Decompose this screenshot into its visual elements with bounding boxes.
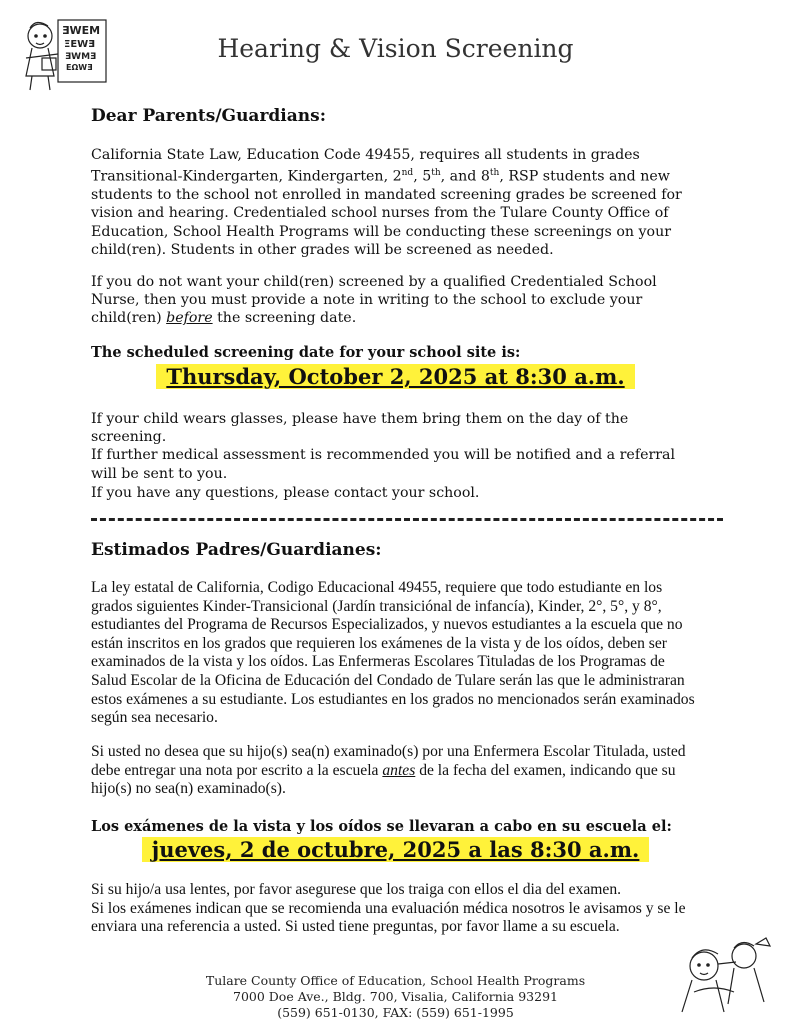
footer-org: Tulare County Office of Education, School Health Programs (205, 973, 586, 988)
spanish-date-label: Los exámenes de la vista y los oídos se llevaran a cabo en su escuela el: (91, 818, 672, 835)
footer-phone: (559) 651-0130, FAX: (559) 651-1995 (277, 1005, 514, 1020)
english-screening-date: Thursday, October 2, 2025 at 8:30 a.m. (0, 364, 791, 389)
svg-text:EΩWƎ: EΩWƎ (66, 63, 93, 72)
spanish-screening-date: jueves, 2 de octubre, 2025 a las 8:30 a.m. (0, 837, 791, 862)
spanish-paragraph-2: Si usted no desea que su hijo(s) sea(n) examinado(s) por una Enfermera Escolar Titulada, usted debe entregar una nota por escrito a la escuela antes de la fecha del examen, indicando que su hijo(s) no sea(n) examinado(s). (91, 743, 686, 798)
svg-text:ƎWMƎ: ƎWMƎ (65, 52, 97, 62)
svg-text:ΞEWƎ: ΞEWƎ (64, 39, 96, 50)
footer-address: 7000 Doe Ave., Bldg. 700, Visalia, California 93291 (233, 989, 558, 1004)
english-paragraph-1: California State Law, Education Code 49455, requires all students in grades Transitional-Kindergarten, Kindergarten, 2nd, 5th, and 8th, RSP students and new students to the school not enrolled in mandated screening grades be screened for vision and hearing. Credentialed school nurses from the Tulare County Office of Education, School Health Programs will be conducting these screenings on your child(ren). Students in other grades will be screened as needed. (91, 147, 682, 258)
spanish-paragraph-3: Si su hijo/a usa lentes, por favor asegurese que los traiga con ellos el dia del examen. Si los exámenes indican que se recomienda una evaluación médica nosotros le avisamos y se le enviara una referencia a usted. Si usted tiene preguntas, por favor llame a su escuela. (91, 881, 686, 936)
page-title: Hearing & Vision Screening (217, 34, 574, 63)
english-greeting: Dear Parents/Guardians: (91, 106, 326, 126)
spanish-greeting: Estimados Padres/Guardianes: (91, 540, 382, 560)
english-paragraph-2: If you do not want your child(ren) screened by a qualified Credentialed School Nurse, then you must provide a note in writing to the school to exclude your child(ren) before the screening date. (91, 274, 657, 327)
footer-contact (0, 973, 791, 1021)
spanish-paragraph-1: La ley estatal de California, Codigo Educacional 49455, requiere que todo estudiante en los grados siguientes Kinder-Transicional (Jardín transiciónal de infancía), Kinder, 2°, 5°, y 8°, estudiantes del Programa de Recursos Especializados, y nuevos estudiantes a la escuela que no están inscritos en los grados que requieren los exámenes de la vista y de los oídos, deben ser examinados de la vista y los oídos. Las Enfermeras Escolares Tituladas de los Programas de Salud Escolar de la Oficina de Educación del Condado de Tulare serán las que le administraran estos exámenes a su estudiante. Los estudiantes en los grados no mencionados serán examinados según sea necesario. (91, 579, 695, 727)
svg-text:ƎWEM: ƎWEM (62, 24, 101, 37)
section-divider (91, 518, 723, 521)
english-date-label: The scheduled screening date for your school site is: (91, 344, 521, 361)
english-paragraph-3: If your child wears glasses, please have them bring them on the day of the screening. If further medical assessment is recommended you will be notified and a referral will be sent to you. (91, 411, 676, 482)
english-paragraph-4: If you have any questions, please contact your school. (91, 485, 480, 501)
